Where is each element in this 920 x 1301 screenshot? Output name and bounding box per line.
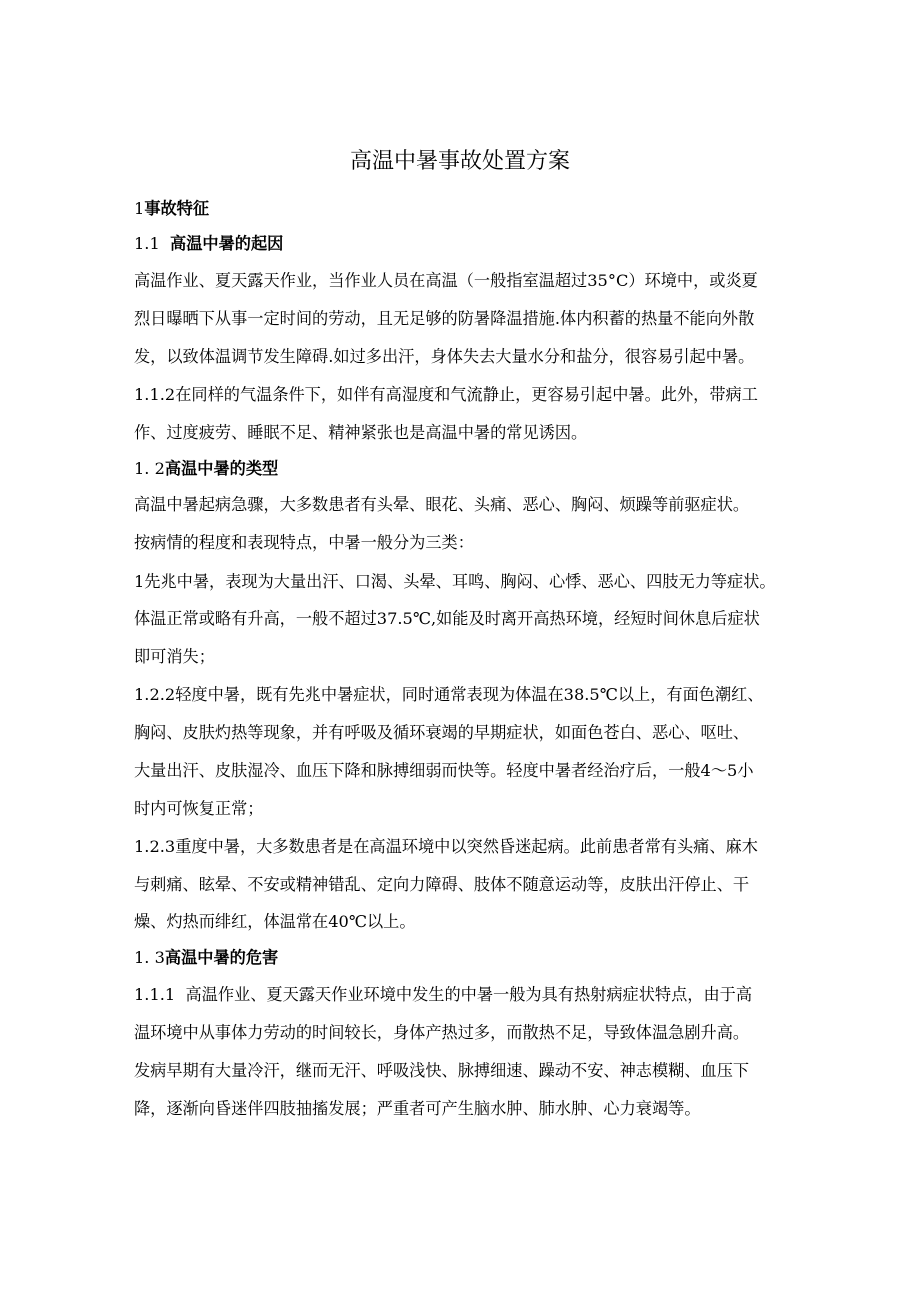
paragraph-line: 降，逐渐向昏迷伴四肢抽搐发展；严重者可产生脑水肿、肺水肿、心力衰竭等。 — [134, 1099, 701, 1118]
subsection-heading-1-2 — [134, 454, 794, 484]
section-number: 1 — [134, 199, 145, 218]
paragraph-line: 体温正常或略有升高，一般不超过37.5℃,如能及时离开高热环境，经短时间休息后症状 — [134, 609, 760, 628]
paragraph-line: 高温作业、夏天露天作业，当作业人员在高温（一般指室温超过35°C）环境中，或炎夏 — [134, 271, 758, 290]
paragraph-line: 烈日曝晒下从事一定时间的劳动，且无足够的防暑降温措施.体内积蓄的热量不能向外散 — [134, 309, 755, 328]
paragraph-line: 1.1.2在同样的气温条件下，如伴有高湿度和气流静止，更容易引起中暑。此外，带病工 — [134, 385, 758, 404]
paragraph-line: 即可消失； — [134, 647, 215, 666]
subsection-heading-1-1 — [134, 229, 794, 259]
paragraph-line: 温环境中从事体力劳动的时间较长，身体产热过多，而散热不足，导致体温急剧升高。 — [134, 1023, 750, 1042]
paragraph-line: 大量出汗、皮肤湿冷、血压下降和脉搏细弱而快等。轻度中暑者经治疗后，一般4～5小 — [134, 761, 754, 780]
subsection-heading-1-3 — [134, 943, 794, 973]
section-heading-1 — [134, 194, 794, 224]
paragraph-line: 与刺痛、眩晕、不安或精神错乱、定向力障碍、肢体不随意运动等，皮肤出汗停止、干 — [134, 875, 750, 894]
paragraph-line: 高温中暑起病急骤，大多数患者有头晕、眼花、头痛、恶心、胸闷、烦躁等前驱症状。 — [134, 495, 750, 514]
subsection-number: 1.1 — [134, 234, 171, 253]
paragraph-line: 1.2.2轻度中暑，既有先兆中暑症状，同时通常表现为体温在38.5℃以上，有面色潮红、 — [134, 685, 764, 704]
paragraph-line: 燥、灼热而绯红，体温常在40℃以上。 — [134, 912, 416, 931]
paragraph-line: 发病早期有大量冷汗，继而无汗、呼吸浅快、脉搏细速、躁动不安、神志模糊、血压下 — [134, 1061, 750, 1080]
paragraph-line: 时内可恢复正常； — [134, 799, 264, 818]
paragraph-line: 1.2.3重度中暑，大多数患者是在高温环境中以突然昏迷起病。此前患者常有头痛、麻木 — [134, 837, 758, 856]
subsection-number: 1. 3 — [134, 948, 165, 967]
paragraph-line: 按病情的程度和表现特点，中暑一般分为三类： — [134, 533, 474, 552]
subsection-label: 高温中暑的类型 — [164, 459, 279, 478]
section-label: 事故特征 — [144, 199, 210, 218]
document-title: 高温中暑事故处置方案 — [349, 149, 570, 174]
paragraph-line: 1.1.1 高温作业、夏天露天作业环境中发生的中暑一般为具有热射病症状特点，由于高 — [134, 985, 753, 1004]
paragraph-line: 作、过度疲劳、睡眠不足、精神紧张也是高温中暑的常见诱因。 — [134, 423, 588, 442]
paragraph-line: 胸闷、皮肤灼热等现象，并有呼吸及循环衰竭的早期症状，如面色苍白、恶心、呕吐、 — [134, 723, 750, 742]
subsection-label: 高温中暑的起因 — [170, 234, 284, 253]
paragraph-line: 1先兆中暑，表现为大量出汗、口渴、头晕、耳鸣、胸闷、心悸、恶心、四肢无力等症状。 — [134, 572, 776, 591]
subsection-number: 1. 2 — [134, 459, 165, 478]
paragraph-line: 发，以致体温调节发生障碍.如过多出汗，身体失去大量水分和盐分，很容易引起中暑。 — [134, 347, 755, 366]
subsection-label: 高温中暑的危害 — [164, 948, 279, 967]
